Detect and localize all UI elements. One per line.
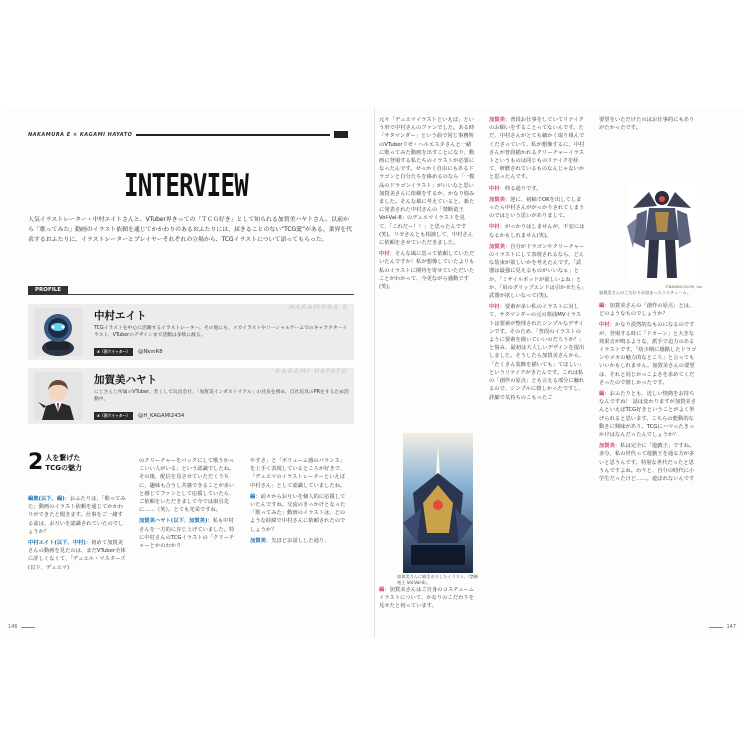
speaker: 中村: [489, 224, 500, 231]
speaker: 加賀美: [489, 243, 505, 250]
paragraph: [250, 493, 350, 534]
section-title-line-1: 人を繋げた: [45, 454, 81, 462]
paragraph-text: ：加賀美さんの「創作の原点」とは、どのようなものでしょうか？: [599, 303, 695, 318]
section-title: [45, 453, 82, 473]
paragraph: [489, 196, 585, 221]
page-number-rule: [21, 627, 35, 628]
running-header-text: NAKAMURA E × KAGAMI HAYATO: [28, 131, 133, 138]
paragraph: [139, 457, 239, 514]
kagami-ghost-name: KAGAMI HAYATO: [275, 367, 348, 375]
right-column-3: [599, 302, 699, 483]
paragraph-text: ：要素が多い私のイラストに対して、サタマンダーの元の楽曲MVイラストは要素が整理されたシンプルなデザインです。そのため、「普段のイラストのように要素を描いていいのだろうか？」と悩み、最初は大人しいデザインを提出しました。そうしたら加賀美さんから、「たくさん装飾を描いても」てほしい」というリテイクがきたんです。これは私の「創作の原点」とも言える部分に触れるので、シンプルに嬉しかったですし、詳細で気持ちのこもったご: [489, 304, 585, 401]
paragraph-text: のクリーチャーをバックにして歌うかっこいい人がいる」という認識でしたね。その後、配信を見させていただくうちに、趣味も合うし共感できることが多いと感じてファンとして応援していたら、ご依頼をいただきまして今では取引先に……（笑）。とても光栄ですね。: [139, 458, 235, 514]
paragraph-text: ：おふたりは、「歌ってみた」動画のイラスト依頼を通じてかかわりができたと聞きます。仕事をご一緒する前は、お互いを認識されていたのでしょうか？: [28, 496, 126, 535]
paragraph: [489, 116, 585, 182]
speaker: 加賀美: [250, 537, 266, 544]
paragraph: [599, 442, 699, 483]
profile-header: [28, 286, 354, 295]
nakamura-handle[interactable]: @NkmR8: [138, 349, 163, 355]
nakamura-sns: [94, 348, 163, 356]
sns-label: X（旧ツイッター）: [94, 412, 133, 420]
right-column-1-after: [379, 586, 475, 611]
profile-card-nakamura: [28, 304, 354, 360]
paragraph-text: ：先ほどお話しした通り、: [265, 537, 330, 544]
right-column-1: [379, 116, 475, 291]
page-number-text: 147: [726, 624, 736, 630]
right-page: [375, 108, 744, 638]
paragraph: [489, 223, 585, 239]
page-number-left: [8, 624, 35, 630]
page-number-rule: [709, 627, 723, 628]
left-column-2: [139, 457, 239, 550]
speaker: 中村: [599, 322, 610, 329]
paragraph-text: ：加賀美さんはご自身のコスチュームイラストについて、かなりのこだわりを見せたと伺っています。: [379, 587, 475, 610]
right-column-2: [489, 116, 585, 402]
image-caption: 加賀美さんに描きおろしたイラスト。『禁断竜王 Vol-Val-8』。: [397, 574, 479, 585]
running-header: [28, 130, 348, 139]
page-number-text: 146: [8, 624, 18, 630]
paragraph-text: ：がっかりはしませんが、不安にはなるかもしれません(笑)。: [489, 224, 585, 239]
section-number: 2: [28, 450, 44, 475]
speaker: 編: [379, 587, 385, 593]
paragraph: [139, 517, 239, 550]
kagami-handle[interactable]: @H_KAGAMI2434: [138, 413, 185, 419]
speaker: 中村: [489, 304, 500, 311]
page-number-right: [709, 624, 736, 630]
paragraph: [489, 303, 585, 401]
paragraph-text: ：逆に、初稿でOKを出してしまったら中村さんががっかりされてしまうのではという思いがありまして。: [489, 196, 585, 220]
speaker: 加賀美: [489, 196, 505, 203]
speaker: 中村: [489, 185, 500, 192]
left-page: [6, 108, 375, 638]
paragraph-text: ：仰る通りです。: [499, 185, 542, 192]
speaker: 中村エイト(以下、中村): [28, 540, 86, 547]
speaker: 編: [250, 493, 256, 500]
speaker: 編: [599, 391, 605, 398]
paragraph-text: やすさ」と「ボリューム感のバランス」を上手く表現しているところが好きで、「デュエマのイラストレーターといえば中村さん」として認識していましたね。: [250, 458, 346, 489]
dragon-illustration-image: [403, 433, 473, 573]
left-column-3: [250, 457, 350, 545]
paragraph-text: ：普段お仕事をしていてリテイクのお願いをすることってないんです。ただ、中村さんがとても細かく取り組んでくださっていて、私が想像するに、中村さんが普段描かれるクリーチャーイラストというものは同じものリテイクを経て、研磨されているものなんじゃないかと思ったんです。: [489, 117, 585, 181]
paragraph: [28, 495, 128, 536]
paragraph: [599, 321, 699, 387]
paragraph-text: ：前々からお互いを個人的に応援していたんですね。交流のきっかけとなった「歌ってみた」動画のイラストは、どのような経緯で中村さんに依頼されたのでしょうか？: [250, 493, 346, 533]
paragraph-text: 要望をいただけたのはお仕事的にもありがたかったです。: [599, 117, 695, 132]
profile-label: PROFILE: [28, 286, 68, 295]
paragraph: [379, 250, 475, 291]
nakamura-name: 中村エイト: [94, 310, 147, 322]
kagami-description: にじさんじ所属のVTuber。若くして玩具会社、「加賀美インダストリアル」の社長を務め、自社玩具のPRをするため活動中。: [94, 390, 349, 403]
kagami-name: 加賀美ハヤト: [94, 374, 157, 386]
paragraph: [599, 302, 699, 318]
speaker: 編: [599, 303, 605, 309]
paragraph: [28, 539, 128, 572]
header-rule: [136, 134, 330, 136]
lead-paragraph: 人気イラストレーター・中村エイトさんと、VTuber界きっての「ＴＣＧ好き」として知られる加賀美ハヤトさん。以前から「歌ってみた」動画のイラスト依頼を通じてかかわりのあるおふたりには、届きることのない“TCG愛”がある。業界を代表するおふたりに、イラストレーターとプレイヤーそれぞれの立場から、TCGイラストについて語ってもらった。: [28, 217, 353, 243]
header-block: [334, 131, 348, 138]
paragraph: [379, 116, 475, 247]
paragraph: [250, 457, 350, 490]
magazine-spread: [6, 108, 744, 638]
paragraph-text: ：自分がドラゴンやクリーチャーのイラストにして表現されるなら、どんな装束が欲しいかを考えたんです。「武器は最強に見えるものがいいなぁ」とか、「ミサイルポッドが欲しいよね」とか、「肩のグリップエンドは引かせたら」武器が欲しいなって(笑)。: [489, 243, 585, 300]
paragraph: [379, 586, 475, 611]
paragraph: [599, 390, 699, 439]
paragraph-text: ：初めて加賀美さんの動画を見たのは、まだVTuber全体に詳しくなくて、「デュエル・マスターズ(以下、デュエマ): [28, 540, 126, 571]
paragraph-text: ：私は完全に「遊戯王」ですね。多分、私の世代って遊戯王を通る方が多いと思うんです。特別な世代だったと思うんですよね。わりと、自分の時代に小学生だったけど……。遊ばれないんです: [599, 443, 695, 483]
right-column-3-top: [599, 116, 699, 132]
nakamura-description: TCGイラストを中心に活躍するイラストレーター。その他にも、メカイラストやソーシャルゲームでのキャラクターイラスト、VTuberのデザインまで活動は多岐に渡る。: [94, 326, 348, 339]
speaker: 加賀美ハヤト(以下、加賀美): [139, 518, 208, 525]
paragraph-text: ：かなり漠然的なものになるのですが、登場する時に「ドカーン」と大きな効果音が鳴るような、派手で迫力のあるイラストです。「幼少期に感銘したドラゴンやメカの魅力的なところ」と言ってもいいかもしれません。加賀美さんの要望は、それと同じかっこよさを求めてくださったので嬉しかったです。: [599, 322, 697, 386]
paragraph: [489, 185, 585, 193]
speaker: 中村: [379, 251, 390, 258]
paragraph: [489, 243, 585, 300]
profile-card-kagami: [28, 368, 354, 424]
kagami-sns: [94, 412, 184, 420]
image-credit: ©BANDICOLOR, Inc.: [665, 284, 704, 289]
image-caption: 加賀美さんのこだわりが詰まったコスチューム。: [599, 290, 692, 295]
nakamura-avatar-icon: [34, 308, 82, 356]
paragraph-text: ：そんな風に思って依頼していただいたんですか！私が想像していたよりも私のイラストに期待を寄せていただいたことがわかって、今更ながら感動です(笑)。: [379, 251, 475, 291]
sns-label: X（旧ツイッター）: [94, 348, 133, 356]
nakamura-ghost-name: NAKAMURA 8: [288, 303, 348, 311]
speaker: 加賀美: [599, 443, 615, 450]
paragraph: [250, 537, 350, 545]
kagami-avatar-icon: [34, 372, 82, 420]
section-heading: [28, 450, 82, 475]
section-title-line-2: TCGの魅力: [45, 464, 82, 472]
speaker: 加賀美: [489, 117, 505, 123]
page-title: INTERVIEW: [124, 168, 249, 204]
paragraph-text: ：私も中村さんを一方的に存じ上げていました。特に中村さんのTCGイラストの「クリーチャーとかのわかり: [139, 518, 235, 550]
left-column-1: [28, 495, 128, 572]
paragraph-text: ：おふたりとも、近しい情熱をお持ちなんですね！ 話は変わりますが加賀美さんといえばTCG好きということがよく挙げられると思います。こちらの能動的な動きに興味があり、TCGにハマったきっかけはなんだったんでしょうか？: [599, 391, 697, 439]
costume-illustration-image: [627, 178, 697, 282]
paragraph-text: 元々「デュエマイラストといえば」という形で中村さんのファンでした。ある時「サタマンダー」という曲で同じ事務所のVTuberリゼ・ヘルエスタさんと一緒に歌ってみた動画を出すことになり、動画に登場する私たちのイラストが必要になったんです。せっかく自由にもあるドラゴンと自分たちを絡めるのなら「一模品のドラゴンイラスト」がいいなと思い加賀美さんに依頼をするか、かなり悩みました。そんな風に考えていると、新たに発表された中村さんの「禁断竜王 Vol-Val-8」のデュエマイラストを見て、「これだー！！」と思ったんです(笑)。リゼさんとも相談して、中村さんに依頼をさせていただきました。: [379, 117, 475, 247]
speaker: 編集(以下、編): [28, 496, 65, 502]
paragraph: [599, 116, 699, 132]
